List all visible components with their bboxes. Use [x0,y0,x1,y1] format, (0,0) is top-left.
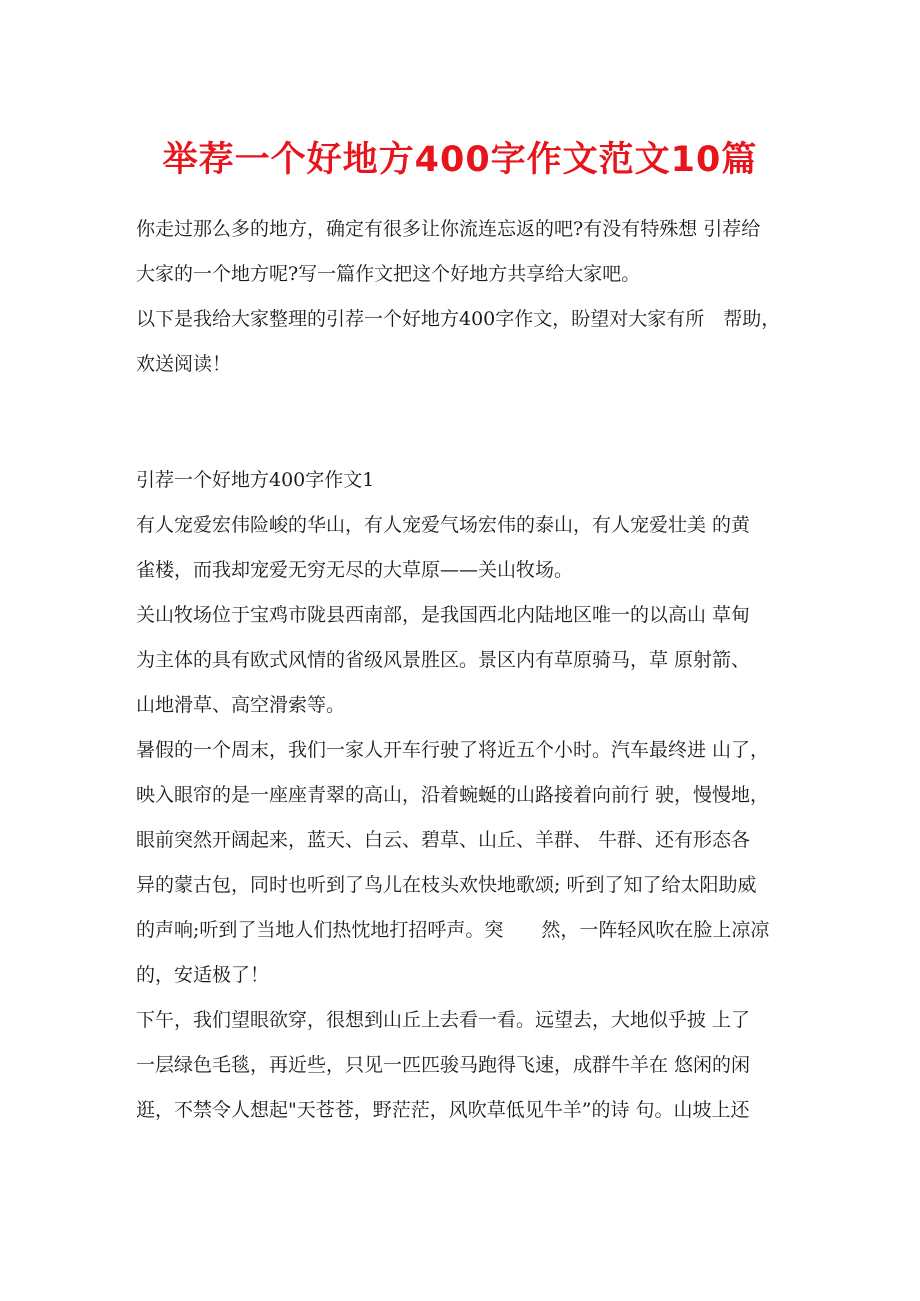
essay-line: 映入眼帘的是一座座青翠的高山，沿着蜿蜒的山路接着向前行 驶，慢慢地， [136,784,770,806]
document-title: 举荐一个好地方400字作文范文10篇 [162,140,758,180]
document-body [136,207,800,1133]
essay-line: 的，安适极了！ [136,964,270,986]
intro-line: 欢送阅读！ [136,353,232,375]
essay-line: 为主体的具有欧式风情的省级风景胜区。景区内有草原骑马，草 原射箭、 [136,649,751,671]
intro-line: 你走过那么多的地方，确定有很多让你流连忘返的吧?有没有特殊想 引荐给 [136,218,761,240]
essay-line: 下午，我们望眼欲穿，很想到山丘上去看一看。远望去，大地似乎披 上了 [136,1009,751,1031]
section-spacer [136,387,800,458]
essay-line: 的声响;听到了当地人们热忱地打招呼声。突 然，一阵轻风吹在脸上凉凉 [136,919,770,941]
essay-line: 关山牧场位于宝鸡市陇县西南部，是我国西北内陆地区唯一的以高山 草甸 [136,604,751,626]
essay-line: 逛，不禁令人想起"天苍苍，野茫茫，风吹草低见牛羊”的诗 句。山坡上还 [136,1099,750,1121]
essay-line: 雀楼，而我却宠爱无穷无尽的大草原——关山牧场。 [136,559,574,581]
intro-line: 大家的一个地方呢?写一篇作文把这个好地方共享给大家吧。 [136,263,641,285]
essay-line: 异的蒙古包，同时也听到了鸟儿在枝头欢快地歌颂; 听到了知了给太阳助威 [136,874,757,896]
essay-line: 眼前突然开阔起来，蓝天、白云、碧草、山丘、羊群、 牛群、还有形态各 [136,829,751,851]
essay-line: 暑假的一个周末，我们一家人开车行驶了将近五个小时。汽车最终进 山了， [136,739,770,761]
essay-line: 山地滑草、高空滑索等。 [136,694,346,716]
intro-line: 以下是我给大家整理的引荐一个好地方400字作文，盼望对大家有所 帮助， [136,308,781,330]
section-heading: 引荐一个好地方400字作文1 [136,469,375,491]
essay-line: 有人宠爱宏伟险峻的华山，有人宠爱气场宏伟的泰山，有人宠爱壮美 的黄 [136,514,751,536]
essay-line: 一层绿色毛毯，再近些，只见一匹匹骏马跑得飞速，成群牛羊在 悠闲的闲 [136,1054,751,1076]
